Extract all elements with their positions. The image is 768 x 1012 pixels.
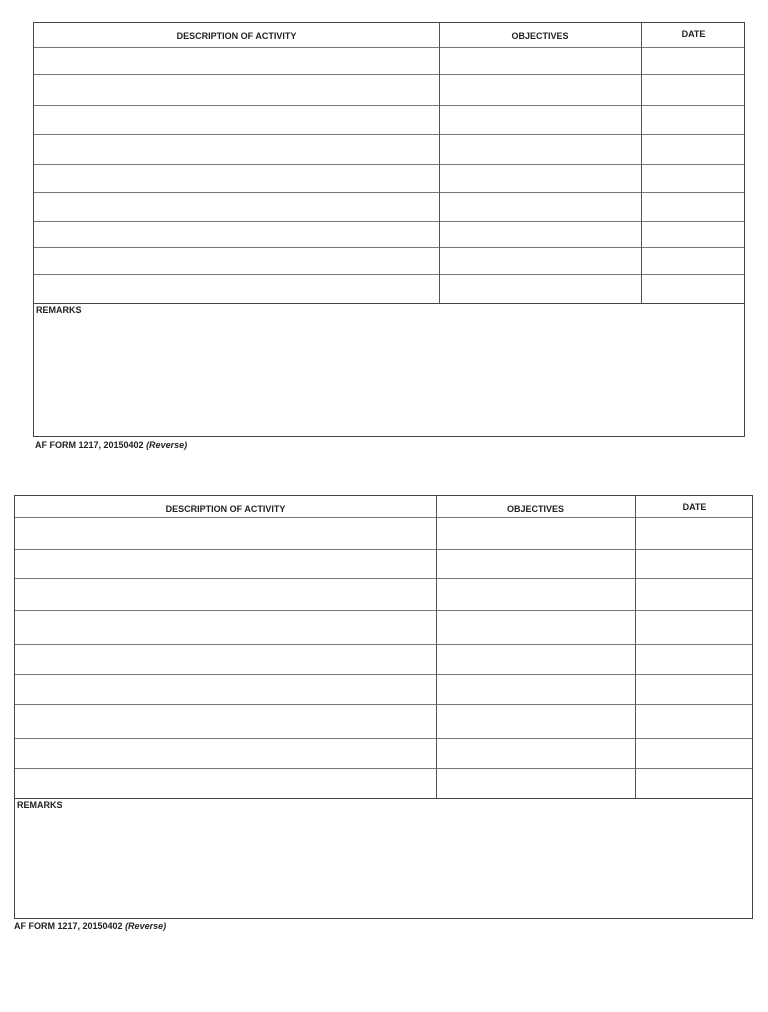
cell-date[interactable] xyxy=(635,768,754,798)
cell-date[interactable] xyxy=(641,164,746,192)
cell-date[interactable] xyxy=(635,517,754,549)
cell-description[interactable] xyxy=(15,674,436,704)
cell-description[interactable] xyxy=(15,549,436,578)
remarks-field[interactable] xyxy=(34,317,744,436)
remarks-label: REMARKS xyxy=(17,800,63,810)
activity-form-top xyxy=(33,22,745,437)
form-footer-bottom xyxy=(14,921,166,931)
cell-description[interactable] xyxy=(34,47,439,74)
cell-date[interactable] xyxy=(641,221,746,247)
form-footer-top xyxy=(35,440,187,450)
cell-objectives[interactable] xyxy=(436,768,635,798)
cell-date[interactable] xyxy=(641,274,746,303)
cell-description[interactable] xyxy=(15,610,436,644)
cell-description[interactable] xyxy=(34,134,439,164)
cell-description[interactable] xyxy=(34,221,439,247)
cell-description[interactable] xyxy=(34,274,439,303)
cell-objectives[interactable] xyxy=(436,578,635,610)
cell-description[interactable] xyxy=(34,192,439,221)
cell-date[interactable] xyxy=(635,549,754,578)
form-variant: (Reverse) xyxy=(146,440,188,450)
cell-objectives[interactable] xyxy=(439,247,641,274)
row-divider xyxy=(15,798,752,799)
remarks-field[interactable] xyxy=(15,812,752,918)
row-divider xyxy=(34,303,744,304)
cell-description[interactable] xyxy=(15,738,436,768)
cell-objectives[interactable] xyxy=(436,610,635,644)
cell-description[interactable] xyxy=(34,74,439,105)
form-variant: (Reverse) xyxy=(125,921,167,931)
cell-objectives[interactable] xyxy=(439,164,641,192)
cell-date[interactable] xyxy=(641,134,746,164)
cell-date[interactable] xyxy=(641,47,746,74)
cell-objectives[interactable] xyxy=(436,738,635,768)
cell-objectives[interactable] xyxy=(436,517,635,549)
cell-description[interactable] xyxy=(15,578,436,610)
form-id: AF FORM 1217, 20150402 xyxy=(14,921,126,931)
column-header-objectives: OBJECTIVES xyxy=(511,31,569,41)
cell-date[interactable] xyxy=(641,192,746,221)
cell-objectives[interactable] xyxy=(436,704,635,738)
cell-date[interactable] xyxy=(635,704,754,738)
cell-objectives[interactable] xyxy=(439,74,641,105)
cell-date[interactable] xyxy=(635,738,754,768)
cell-objectives[interactable] xyxy=(439,274,641,303)
column-header-objectives: OBJECTIVES xyxy=(506,504,564,514)
cell-date[interactable] xyxy=(635,674,754,704)
cell-objectives[interactable] xyxy=(439,47,641,74)
cell-date[interactable] xyxy=(641,74,746,105)
cell-description[interactable] xyxy=(15,768,436,798)
cell-objectives[interactable] xyxy=(439,105,641,134)
cell-description[interactable] xyxy=(34,164,439,192)
cell-objectives[interactable] xyxy=(439,134,641,164)
column-header-date: DATE xyxy=(682,502,707,512)
cell-date[interactable] xyxy=(635,578,754,610)
column-header-description: DESCRIPTION OF ACTIVITY xyxy=(165,504,286,514)
cell-date[interactable] xyxy=(641,247,746,274)
form-id: AF FORM 1217, 20150402 xyxy=(35,440,147,450)
cell-description[interactable] xyxy=(15,644,436,674)
cell-objectives[interactable] xyxy=(439,192,641,221)
cell-description[interactable] xyxy=(15,517,436,549)
cell-description[interactable] xyxy=(34,105,439,134)
cell-objectives[interactable] xyxy=(439,221,641,247)
column-header-date: DATE xyxy=(681,29,706,39)
cell-objectives[interactable] xyxy=(436,549,635,578)
remarks-label: REMARKS xyxy=(36,305,82,315)
cell-description[interactable] xyxy=(15,704,436,738)
cell-description[interactable] xyxy=(34,247,439,274)
cell-date[interactable] xyxy=(635,644,754,674)
activity-form-bottom xyxy=(14,495,753,919)
cell-date[interactable] xyxy=(635,610,754,644)
cell-objectives[interactable] xyxy=(436,644,635,674)
cell-date[interactable] xyxy=(641,105,746,134)
cell-objectives[interactable] xyxy=(436,674,635,704)
column-header-description: DESCRIPTION OF ACTIVITY xyxy=(176,31,297,41)
